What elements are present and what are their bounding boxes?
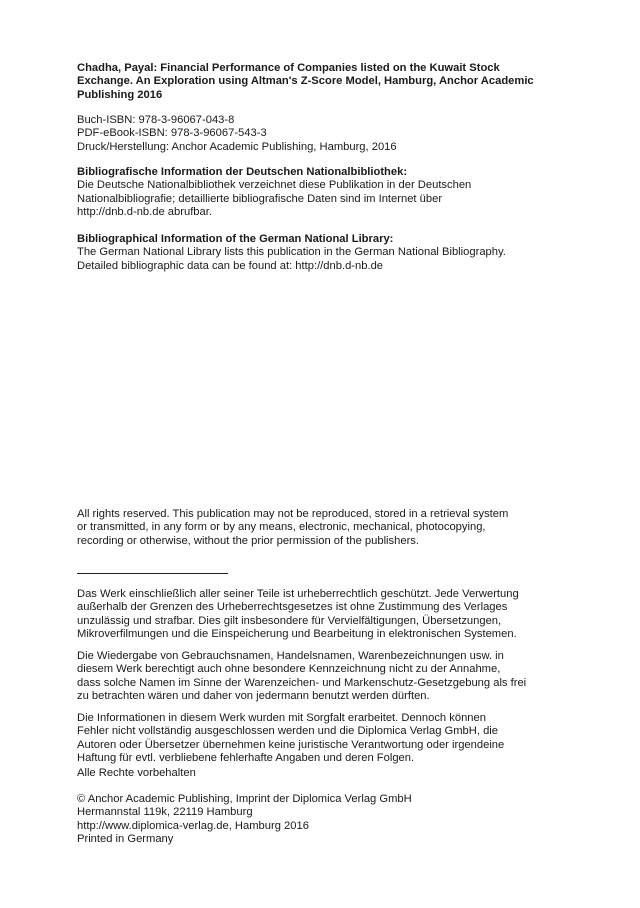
rights-line: or transmitted, in any form or by any means, electronic, mechanical, photocopying, [77,521,486,534]
imprint-page [77,0,557,908]
rights-line: recording or otherwise, without the prior permission of the publishers. [77,534,420,547]
notice-line: Mikroverfilmungen und die Einspeicherung und Bearbeitung in elektronischen Systemen. [77,627,517,640]
all-rights-german-block [77,767,557,780]
title-line: Chadha, Payal: Financial Performance of Companies listed on the Kuwait Stock [77,62,500,74]
notice-line: Die Wiedergabe von Gebrauchsnamen, Handelsnamen, Warenbezeichnungen usw. in [77,650,504,662]
rights-line: All rights reserved. This publication may not be reproduced, stored in a retrieval system [77,508,509,520]
notice-line: unzulässig und strafbar. Dies gilt insbesondere für Vervielfältigungen, Übersetzungen, [77,614,502,627]
dnb-german-line: Nationalbibliografie; detaillierte bibliografische Daten sind im Internet über [77,192,443,205]
isbn-block [77,114,557,154]
title-line: Exchange. An Exploration using Altman's Z-Score Model, Hamburg, Anchor Academic [77,75,534,88]
notice-line: Haftung für evtl. verbliebene fehlerhafte Angaben und deren Folgen. [77,751,415,764]
notice-line: diesem Werk berechtigt auch ohne besondere Kennzeichnung nicht zu der Annahme, [77,663,501,676]
publisher-imprint-block [77,793,557,846]
copyright-notice-german [77,588,557,641]
ebook-isbn: PDF-eBook-ISBN: 978-3-96067-543-3 [77,127,267,140]
publisher-copyright: © Anchor Academic Publishing, Imprint der Diplomica Verlag GmbH [77,793,412,805]
bibliographic-title-block [77,62,557,102]
dnb-german-block [77,166,557,219]
dnb-german-line: http://dnb.d-nb.de abrufbar. [77,205,212,218]
notice-line: Fehler nicht vollständig ausgeschlossen werden und die Diplomica Verlag GmbH, die [77,725,498,738]
publisher-website: http://www.diplomica-verlag.de, Hamburg 2016 [77,819,309,832]
notice-line: zu betrachten wären und daher von jedermann benutzt werden dürften. [77,689,430,702]
dnb-english-line: The German National Library lists this publication in the German National Bibliography. [77,246,506,259]
rights-reserved-block [77,508,557,548]
divider-line [77,573,228,574]
notice-line: Das Werk einschließlich aller seiner Teile ist urheberrechtlich geschützt. Jede Verwertung [77,588,519,600]
notice-line: außerhalb der Grenzen des Urheberrechtsgesetzes ist ohne Zustimmung des Verlages [77,601,508,614]
book-isbn: Buch-ISBN: 978-3-96067-043-8 [77,114,235,126]
notice-line: dass solche Namen im Sinne der Warenzeichen- und Markenschutz-Gesetzgebung als frei [77,676,527,689]
dnb-german-line: Die Deutsche Nationalbibliothek verzeichnet diese Publikation in der Deutschen [77,179,472,192]
liability-notice-german [77,712,557,765]
notice-line: Die Informationen in diesem Werk wurden mit Sorgfalt erarbeitet. Dennoch können [77,712,486,724]
notice-line: Autoren oder Übersetzer übernehmen keine juristische Verantwortung oder irgendeine [77,738,505,751]
trademark-notice-german [77,650,557,703]
printed-in: Printed in Germany [77,832,174,845]
publisher-address: Hermannstal 119k, 22119 Hamburg [77,806,253,819]
dnb-german-heading: Bibliografische Information der Deutschen Nationalbibliothek: [77,166,408,178]
dnb-english-block [77,233,557,273]
print-production: Druck/Herstellung: Anchor Academic Publishing, Hamburg, 2016 [77,140,397,153]
title-line: Publishing 2016 [77,88,163,101]
dnb-english-line: Detailed bibliographic data can be found at: http://dnb.d-nb.de [77,259,384,272]
all-rights-german: Alle Rechte vorbehalten [77,767,196,779]
dnb-english-heading: Bibliographical Information of the German National Library: [77,233,394,245]
